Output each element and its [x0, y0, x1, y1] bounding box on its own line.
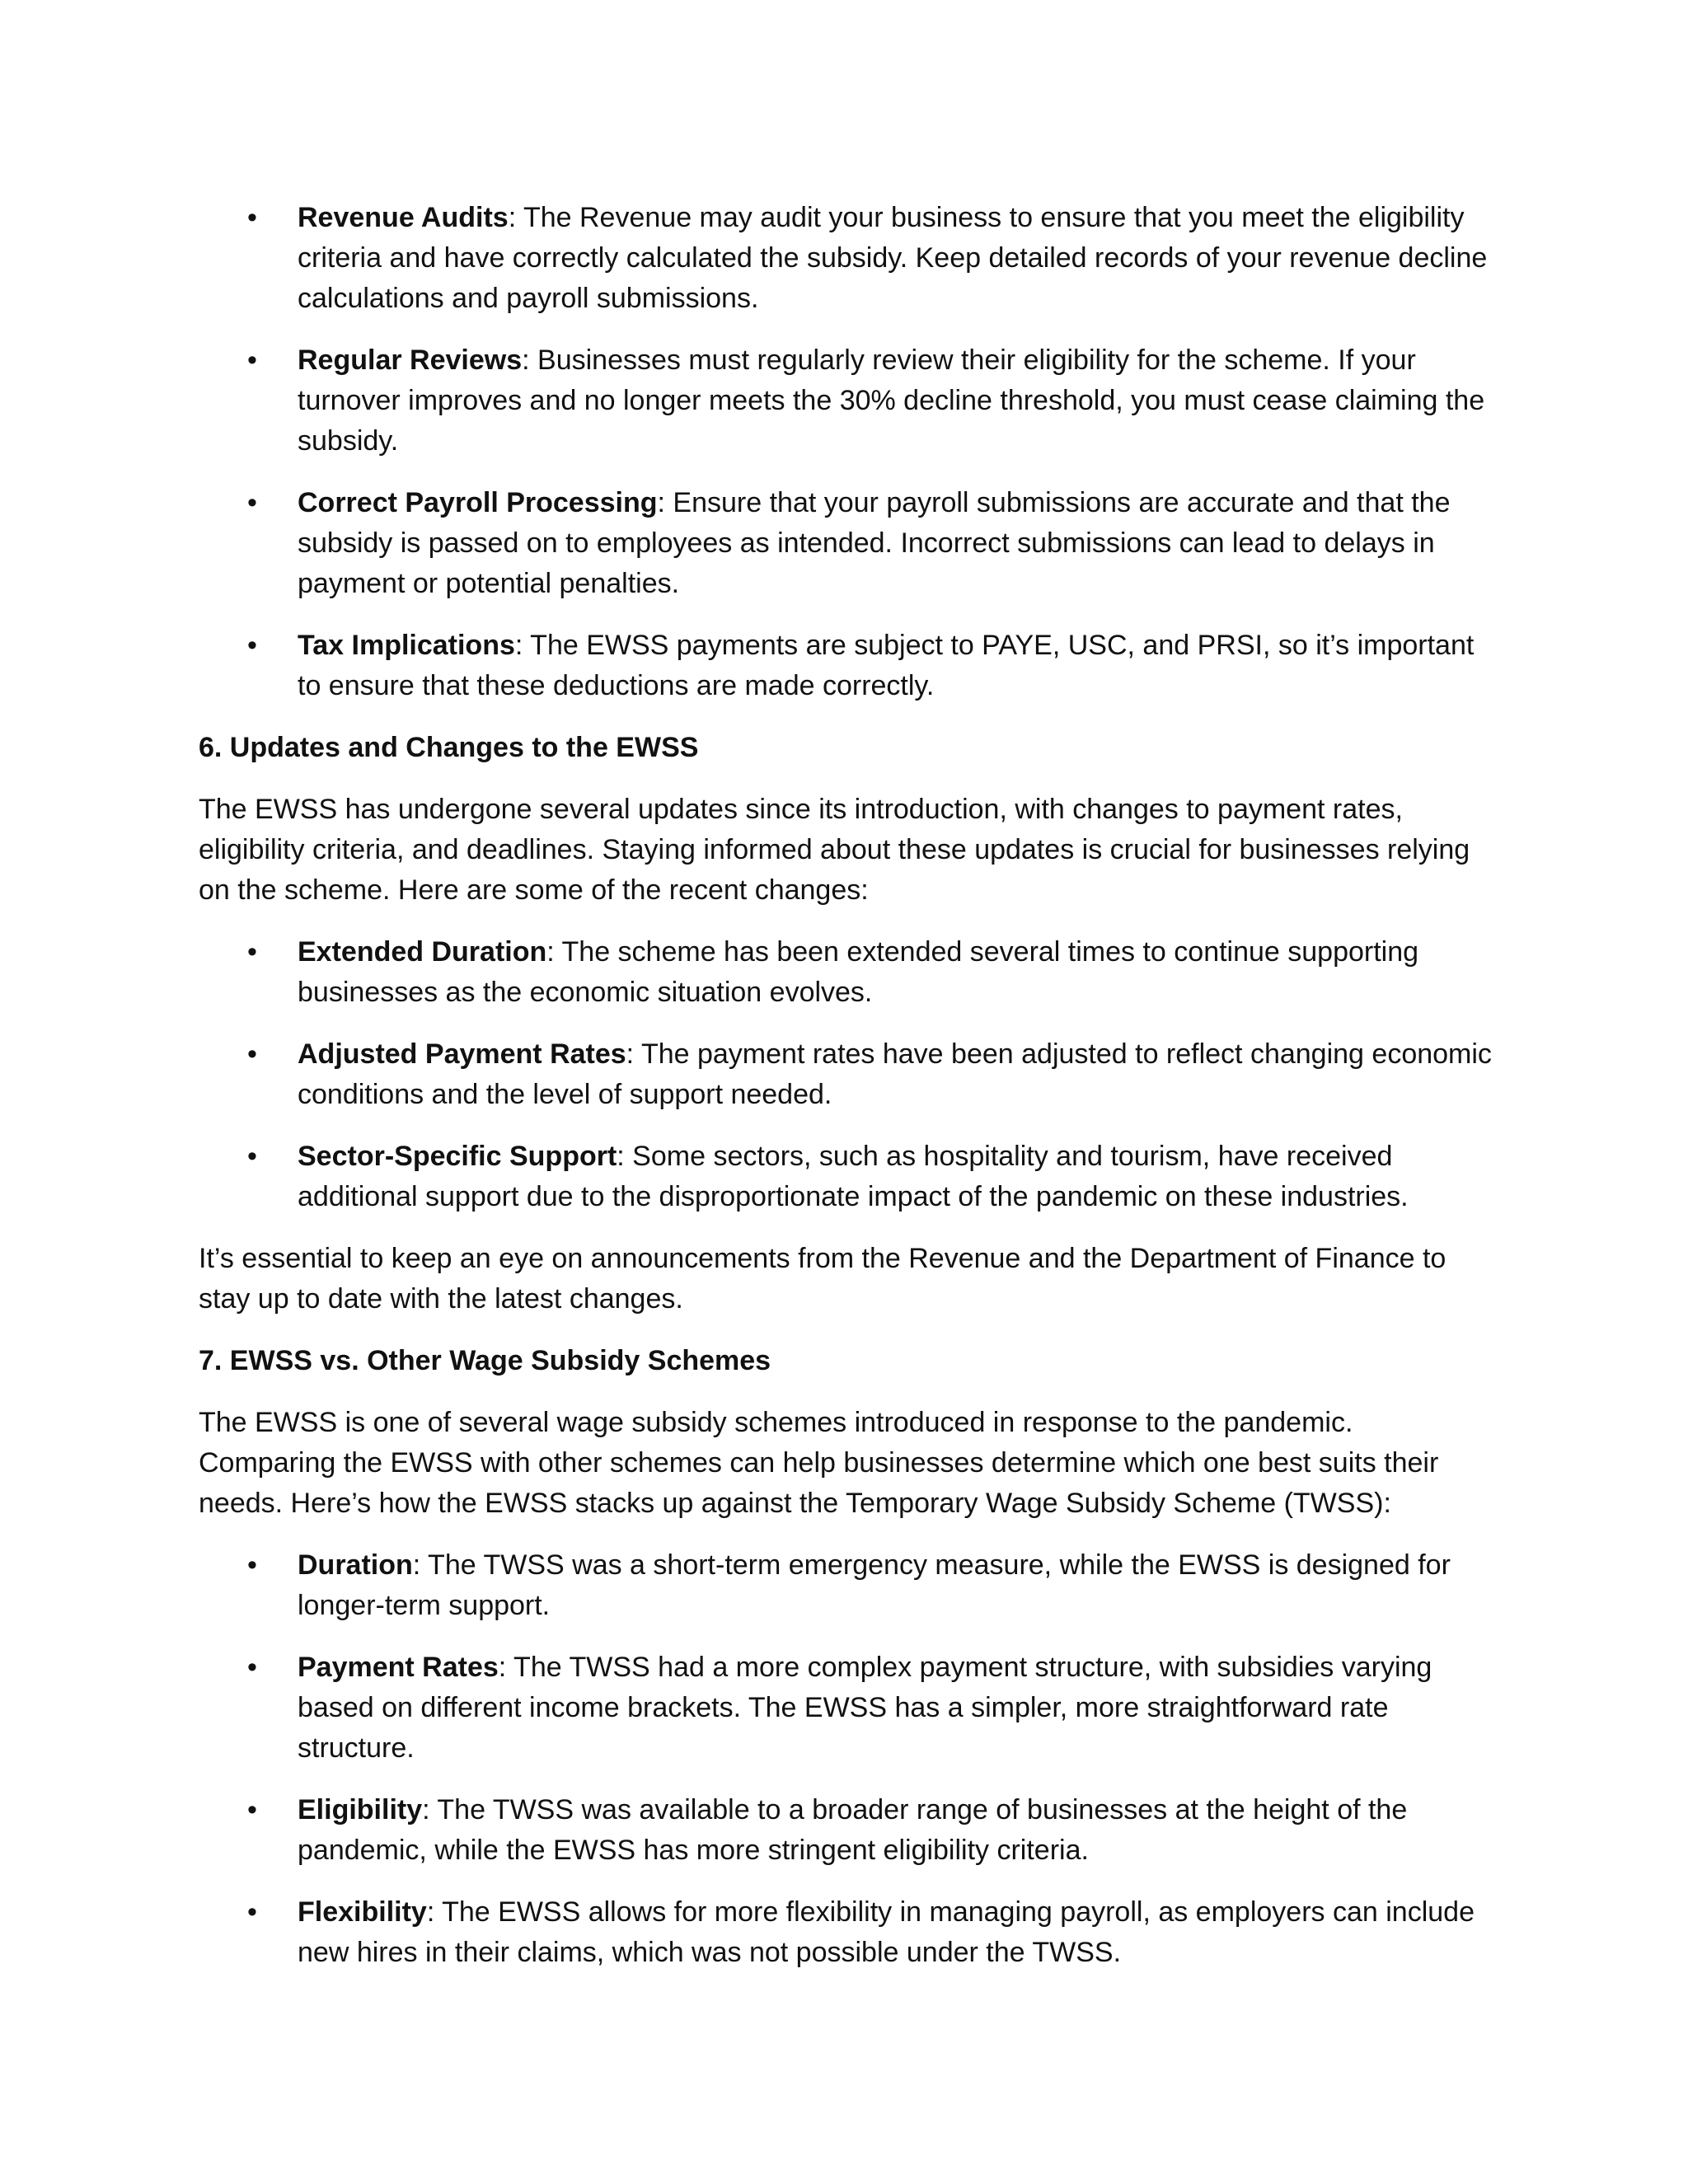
bullet-text: : The EWSS payments are subject to PAYE, USC, and PRSI, so it’s important to ensure that these deductions are made correctly.: [298, 630, 1475, 701]
bullet-term: Regular Reviews: [298, 344, 523, 376]
bullet-text: : The Revenue may audit your business to ensure that you meet the eligibility criteria and have correctly calculated the subsidy. Keep detailed records of your revenue decline calculations and payroll submissions.: [298, 202, 1488, 314]
bullet-text: : Ensure that your payroll submissions are accurate and that the subsidy is passed on to employees as intended. Incorrect submissions can lead to delays in payment or potential penalties.: [298, 487, 1451, 599]
bullet-icon: •: [247, 202, 257, 233]
list-item: [199, 340, 1493, 462]
compliance-bullet-list: [199, 198, 1493, 706]
bullet-icon: •: [247, 1652, 257, 1683]
bullet-term: Tax Implications: [298, 630, 515, 661]
section-7-heading: 7. EWSS vs. Other Wage Subsidy Schemes: [199, 1345, 771, 1376]
list-item: [199, 1790, 1493, 1871]
bullet-icon: •: [247, 1896, 257, 1928]
bullet-term: Duration: [298, 1549, 413, 1581]
bullet-text: : The TWSS was a short-term emergency measure, while the EWSS is designed for longer-term support.: [298, 1549, 1451, 1621]
bullet-term: Eligibility: [298, 1794, 423, 1825]
bullet-icon: •: [247, 344, 257, 376]
bullet-text: : The TWSS had a more complex payment structure, with subsidies varying based on different income brackets. The EWSS has a simpler, more straightforward rate structure.: [298, 1652, 1432, 1764]
list-item: [199, 1034, 1493, 1115]
bullet-term: Extended Duration: [298, 936, 547, 968]
bullet-icon: •: [247, 1141, 257, 1172]
section-6-heading: 6. Updates and Changes to the EWSS: [199, 732, 699, 763]
section-6-intro: The EWSS has undergone several updates since its introduction, with changes to payment rates, eligibility criteria, and deadlines. Staying informed about these updates is crucial for businesses relying on the scheme. Here are some of the recent changes:: [199, 794, 1470, 906]
bullet-text: : Businesses must regularly review their eligibility for the scheme. If your turnover improves and no longer meets the 30% decline threshold, you must cease claiming the subsidy.: [298, 344, 1485, 457]
list-item: [199, 483, 1493, 604]
section-7-intro: The EWSS is one of several wage subsidy schemes introduced in response to the pandemic. Comparing the EWSS with other schemes can help businesses determine which one best suits their needs. Here’s how the EWSS stacks up against the Temporary Wage Subsidy Scheme (TWSS):: [199, 1407, 1439, 1519]
bullet-text: : The scheme has been extended several times to continue supporting businesses as the economic situation evolves.: [298, 936, 1419, 1008]
bullet-term: Flexibility: [298, 1896, 427, 1928]
list-item: [199, 1545, 1493, 1626]
list-item: [199, 1892, 1493, 1973]
bullet-term: Correct Payroll Processing: [298, 487, 658, 518]
list-item: [199, 1137, 1493, 1217]
bullet-icon: •: [247, 487, 257, 518]
bullet-icon: •: [247, 1038, 257, 1070]
list-item: [199, 932, 1493, 1013]
list-item: [199, 1647, 1493, 1769]
bullet-text: : The payment rates have been adjusted to reflect changing economic conditions and the level of support needed.: [298, 1038, 1492, 1110]
bullet-term: Revenue Audits: [298, 202, 509, 233]
bullet-term: Adjusted Payment Rates: [298, 1038, 626, 1070]
bullet-text: : The TWSS was available to a broader range of businesses at the height of the pandemic, while the EWSS has more stringent eligibility criteria.: [298, 1794, 1408, 1866]
bullet-icon: •: [247, 630, 257, 661]
updates-bullet-list: [199, 932, 1493, 1217]
list-item: [199, 198, 1493, 319]
bullet-icon: •: [247, 1794, 257, 1825]
bullet-text: : The EWSS allows for more flexibility in managing payroll, as employers can include new hires in their claims, which was not possible under the TWSS.: [298, 1896, 1475, 1968]
bullet-term: Sector-Specific Support: [298, 1141, 617, 1172]
list-item: [199, 626, 1493, 706]
bullet-term: Payment Rates: [298, 1652, 499, 1683]
bullet-icon: •: [247, 1549, 257, 1581]
bullet-icon: •: [247, 936, 257, 968]
section-6-closing: It’s essential to keep an eye on announcements from the Revenue and the Department of Finance to stay up to date with the latest changes.: [199, 1243, 1447, 1315]
document-body: [199, 198, 1493, 1994]
comparison-bullet-list: [199, 1545, 1493, 1973]
bullet-text: : Some sectors, such as hospitality and tourism, have received additional support due to the disproportionate impact of the pandemic on these industries.: [298, 1141, 1409, 1212]
